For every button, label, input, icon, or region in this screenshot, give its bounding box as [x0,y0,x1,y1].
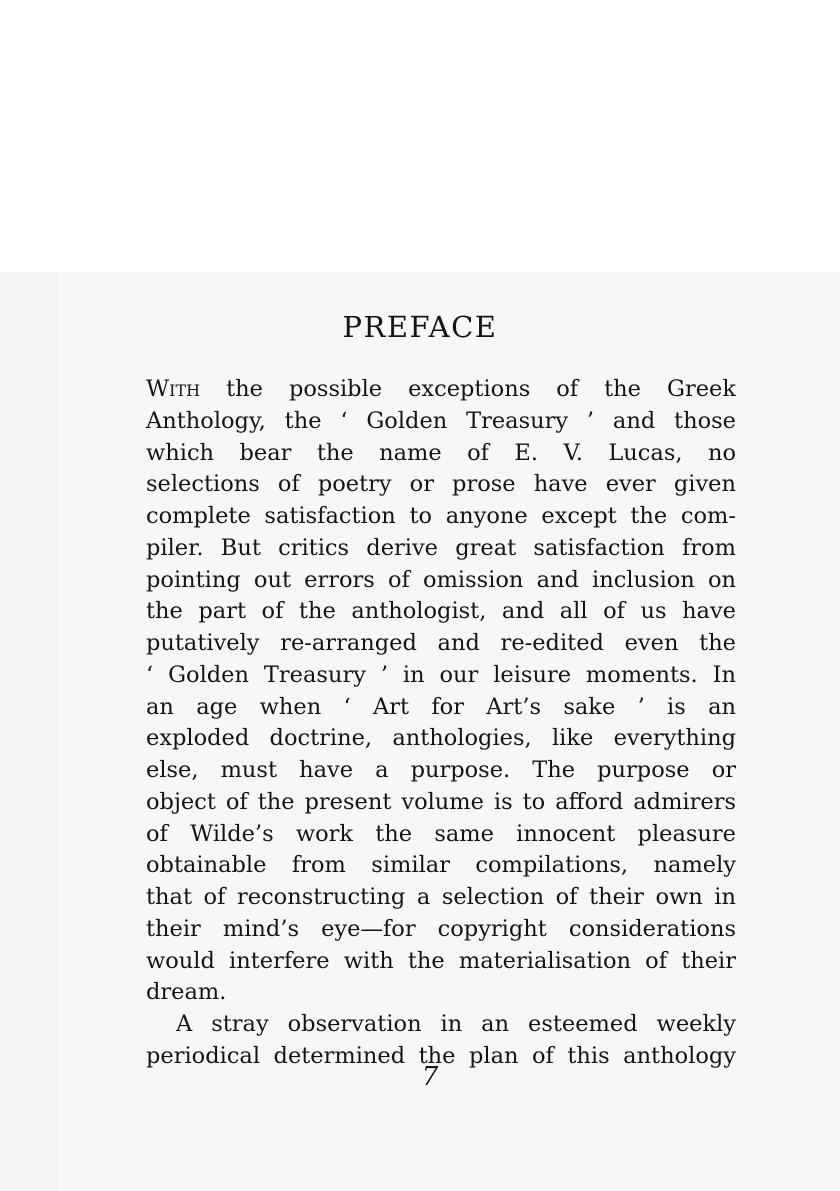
text-line: which bear the name of E. V. Lucas, no [146,439,736,466]
text-line: would interfere with the materialisation of their [146,947,736,974]
text-line: exploded doctrine, anthologies, like everything [146,725,736,752]
text-line: Anthology, the ‘ Golden Treasury ’ and those [146,407,736,434]
text-line: complete satisfaction to anyone except the com- [146,503,736,529]
text-line: periodical determined the plan of this anthology [146,1042,736,1069]
text-line: else, must have a purpose. The purpose or [146,757,736,783]
text-line: their mind’s eye—for copyright considerations [146,915,736,942]
preface-body [146,374,736,1073]
text-line: object of the present volume is to afford admirers [146,788,736,815]
text-line: selections of poetry or prose have ever given [146,471,736,498]
text-line: an age when ‘ Art for Art’s sake ’ is an [146,693,736,720]
text-line: the part of the anthologist, and all of us have [146,598,736,625]
page-title: PREFACE [342,310,498,344]
text-line: piler. But critics derive great satisfaction from [146,534,736,561]
text-line: that of reconstructing a selection of their own in [146,884,736,910]
page-number: 7 [421,1062,439,1092]
text-line: A stray observation in an esteemed weekly [176,1011,736,1037]
text-line: With the possible exceptions of the Greek [146,376,736,402]
text-line: dream. [146,979,227,1006]
text-line: pointing out errors of omission and inclusion on [146,566,736,593]
drop-word: With [146,376,201,402]
text-line: obtainable from similar compilations, namely [146,852,736,879]
text-line: of Wilde’s work the same innocent pleasure [146,820,736,847]
page-top-margin [0,0,840,272]
text-line: ‘ Golden Treasury ’ in our leisure moments. In [146,661,736,688]
text-line: putatively re-arranged and re-edited even the [146,630,736,656]
page-left-margin [0,272,58,1191]
